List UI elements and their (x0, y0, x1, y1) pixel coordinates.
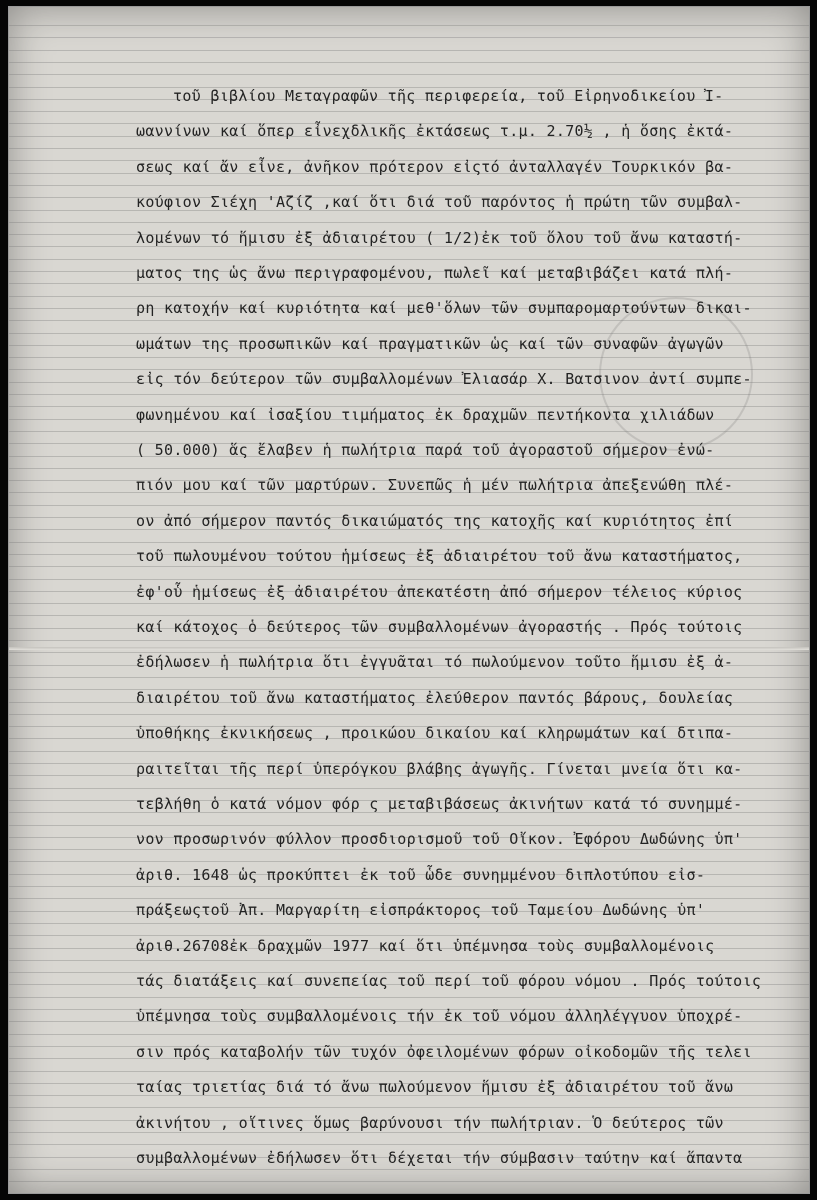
typed-document-page (8, 6, 810, 1194)
document-line: ὑποθήκης ἐκνικήσεως , προικώου δικαίου καί κληρωμάτων καί δτιπα- (136, 724, 734, 743)
paper-fold-crease (9, 647, 809, 650)
document-line: διαιρέτου τοῦ ἄνω καταστήματος ἐλεύθερον παντός βάρους, δουλείας (136, 688, 734, 707)
document-line: ἀκινήτου , οἵτινες ὅμως βαρύνουσι τήν πωλήτριαν. Ὁ δεύτερος τῶν (136, 1113, 724, 1132)
document-line: τοῦ βιβλίου Μεταγραφῶν τῆς περιφερεία, τοῦ Εἰρηνοδικείου Ἰ- (173, 87, 724, 105)
document-line: κούφιον Σιέχη 'Αζίζ ,καί ὅτι διά τοῦ παρόντος ἡ πρώτη τῶν συμβαλ- (136, 193, 743, 212)
document-line: ( 50.000) ἅς ἔλαβεν ἡ πωλήτρια παρά τοῦ ἀγοραστοῦ σήμερον ἐνώ- (136, 441, 715, 459)
document-line: τάς διατάξεις καί συνεπείας τοῦ περί τοῦ φόρου νόμου . Πρός τούτοις (136, 972, 762, 990)
document-line: σεως καί ἄν εἶνε, ἀνῆκον πρότερον εἰςτό ἀνταλλαγέν Τουρκικόν βα- (136, 157, 734, 176)
document-line: ματος της ὡς ἄνω περιγραφομένου, πωλεῖ καί μεταβιβάζει κατά πλή- (136, 264, 734, 282)
document-line: τοῦ πωλουμένου τούτου ἡμίσεως ἐξ ἀδιαιρέτου τοῦ ἄνω καταστήματος, (136, 547, 743, 566)
document-line: ον ἀπό σήμερον παντός δικαιώματός της κατοχῆς καί κυριότητος ἐπί (136, 511, 734, 530)
document-line: καί κάτοχος ὁ δεύτερος τῶν συμβαλλομένων ἀγοραστής . Πρός τούτοις (136, 618, 743, 636)
document-line: συμβαλλομένων ἐδήλωσεν ὅτι δέχεται τήν σύμβασιν ταύτην καί ἅπαντα (136, 1149, 743, 1167)
document-line: πράξεωςτοῦ Ἀπ. Μαργαρίτη εἰσπράκτορος τοῦ Ταμείου Δωδώνης ὑπ' (136, 901, 706, 920)
document-line: ὑπέμνησα τοὺς συμβαλλομένοις τήν ἐκ τοῦ νόμου ἀλληλέγγυον ὑποχρέ- (136, 1007, 743, 1026)
document-line: ἐφ'οὗ ἡμίσεως ἐξ ἀδιαιρέτου ἀπεκατέστη ἀπό σήμερον τέλειος κύριος (136, 582, 743, 601)
document-line: σιν πρός καταβολήν τῶν τυχόν ὀφειλομένων φόρων οἰκοδομῶν τῆς τελει (136, 1042, 752, 1061)
document-line: ωμάτων της προσωπικῶν καί πραγματικῶν ὡς καί τῶν συναφῶν ἀγωγῶν (136, 334, 724, 353)
document-line: ἀριθ.26708ἐκ δραχμῶν 1977 καί ὅτι ὑπέμνησα τοὺς συμβαλλομένοις (136, 936, 715, 955)
document-line: ρη κατοχήν καί κυριότητα καί μεθ'ὅλων τῶν συμπαρομαρτούντων δικαι- (136, 299, 752, 318)
document-line: ωαννίνων καί ὅπερ εἶνεχδλικῆς ἐκτάσεως τ.μ. 2.70½ , ἡ ὅσης ἐκτά- (136, 122, 734, 141)
document-line: πιόν μου καί τῶν μαρτύρων. Συνεπῶς ἡ μέν πωλήτρια ἀπεξενώθη πλέ- (136, 476, 734, 495)
document-line: ἀριθ. 1648 ὡς προκύπτει ἐκ τοῦ ὧδε συνημμένου διπλοτύπου εἰσ- (136, 865, 706, 884)
document-line: λομένων τό ἥμισυ ἐξ ἀδιαιρέτου ( 1/2)ἐκ τοῦ ὅλου τοῦ ἄνω καταστή- (136, 228, 743, 247)
document-line: ἐδήλωσεν ἡ πωλήτρια ὅτι ἐγγυᾶται τό πωλούμενον τοῦτο ἥμισυ ἐξ ἀ- (136, 653, 734, 672)
document-line: φωνημένου καί ἰσαξίου τιμήματος ἐκ δραχμῶν πεντήκοντα χιλιάδων (136, 405, 715, 424)
document-line: τεβλήθη ὁ κατά νόμον φόρ ς μεταβιβάσεως ἀκινήτων κατά τό συνημμέ- (136, 795, 743, 813)
document-line: ραιτεῖται τῆς περί ὑπερόγκου βλάβης ἀγωγῆς. Γίνεται μνεία ὅτι κα- (136, 759, 743, 778)
document-line: εἰς τόν δεύτερον τῶν συμβαλλομένων Ἐλιασάρ Χ. Βατσινον ἀντί συμπε- (136, 370, 752, 389)
document-line: νον προσωρινόν φύλλον προσδιορισμοῦ τοῦ Οἴκον. Ἐφόρου Δωδώνης ὑπ' (136, 830, 743, 849)
document-line: ταίας τριετίας διά τό ἄνω πωλούμενον ἥμισυ ἐξ ἀδιαιρέτου τοῦ ἄνω (136, 1078, 734, 1097)
